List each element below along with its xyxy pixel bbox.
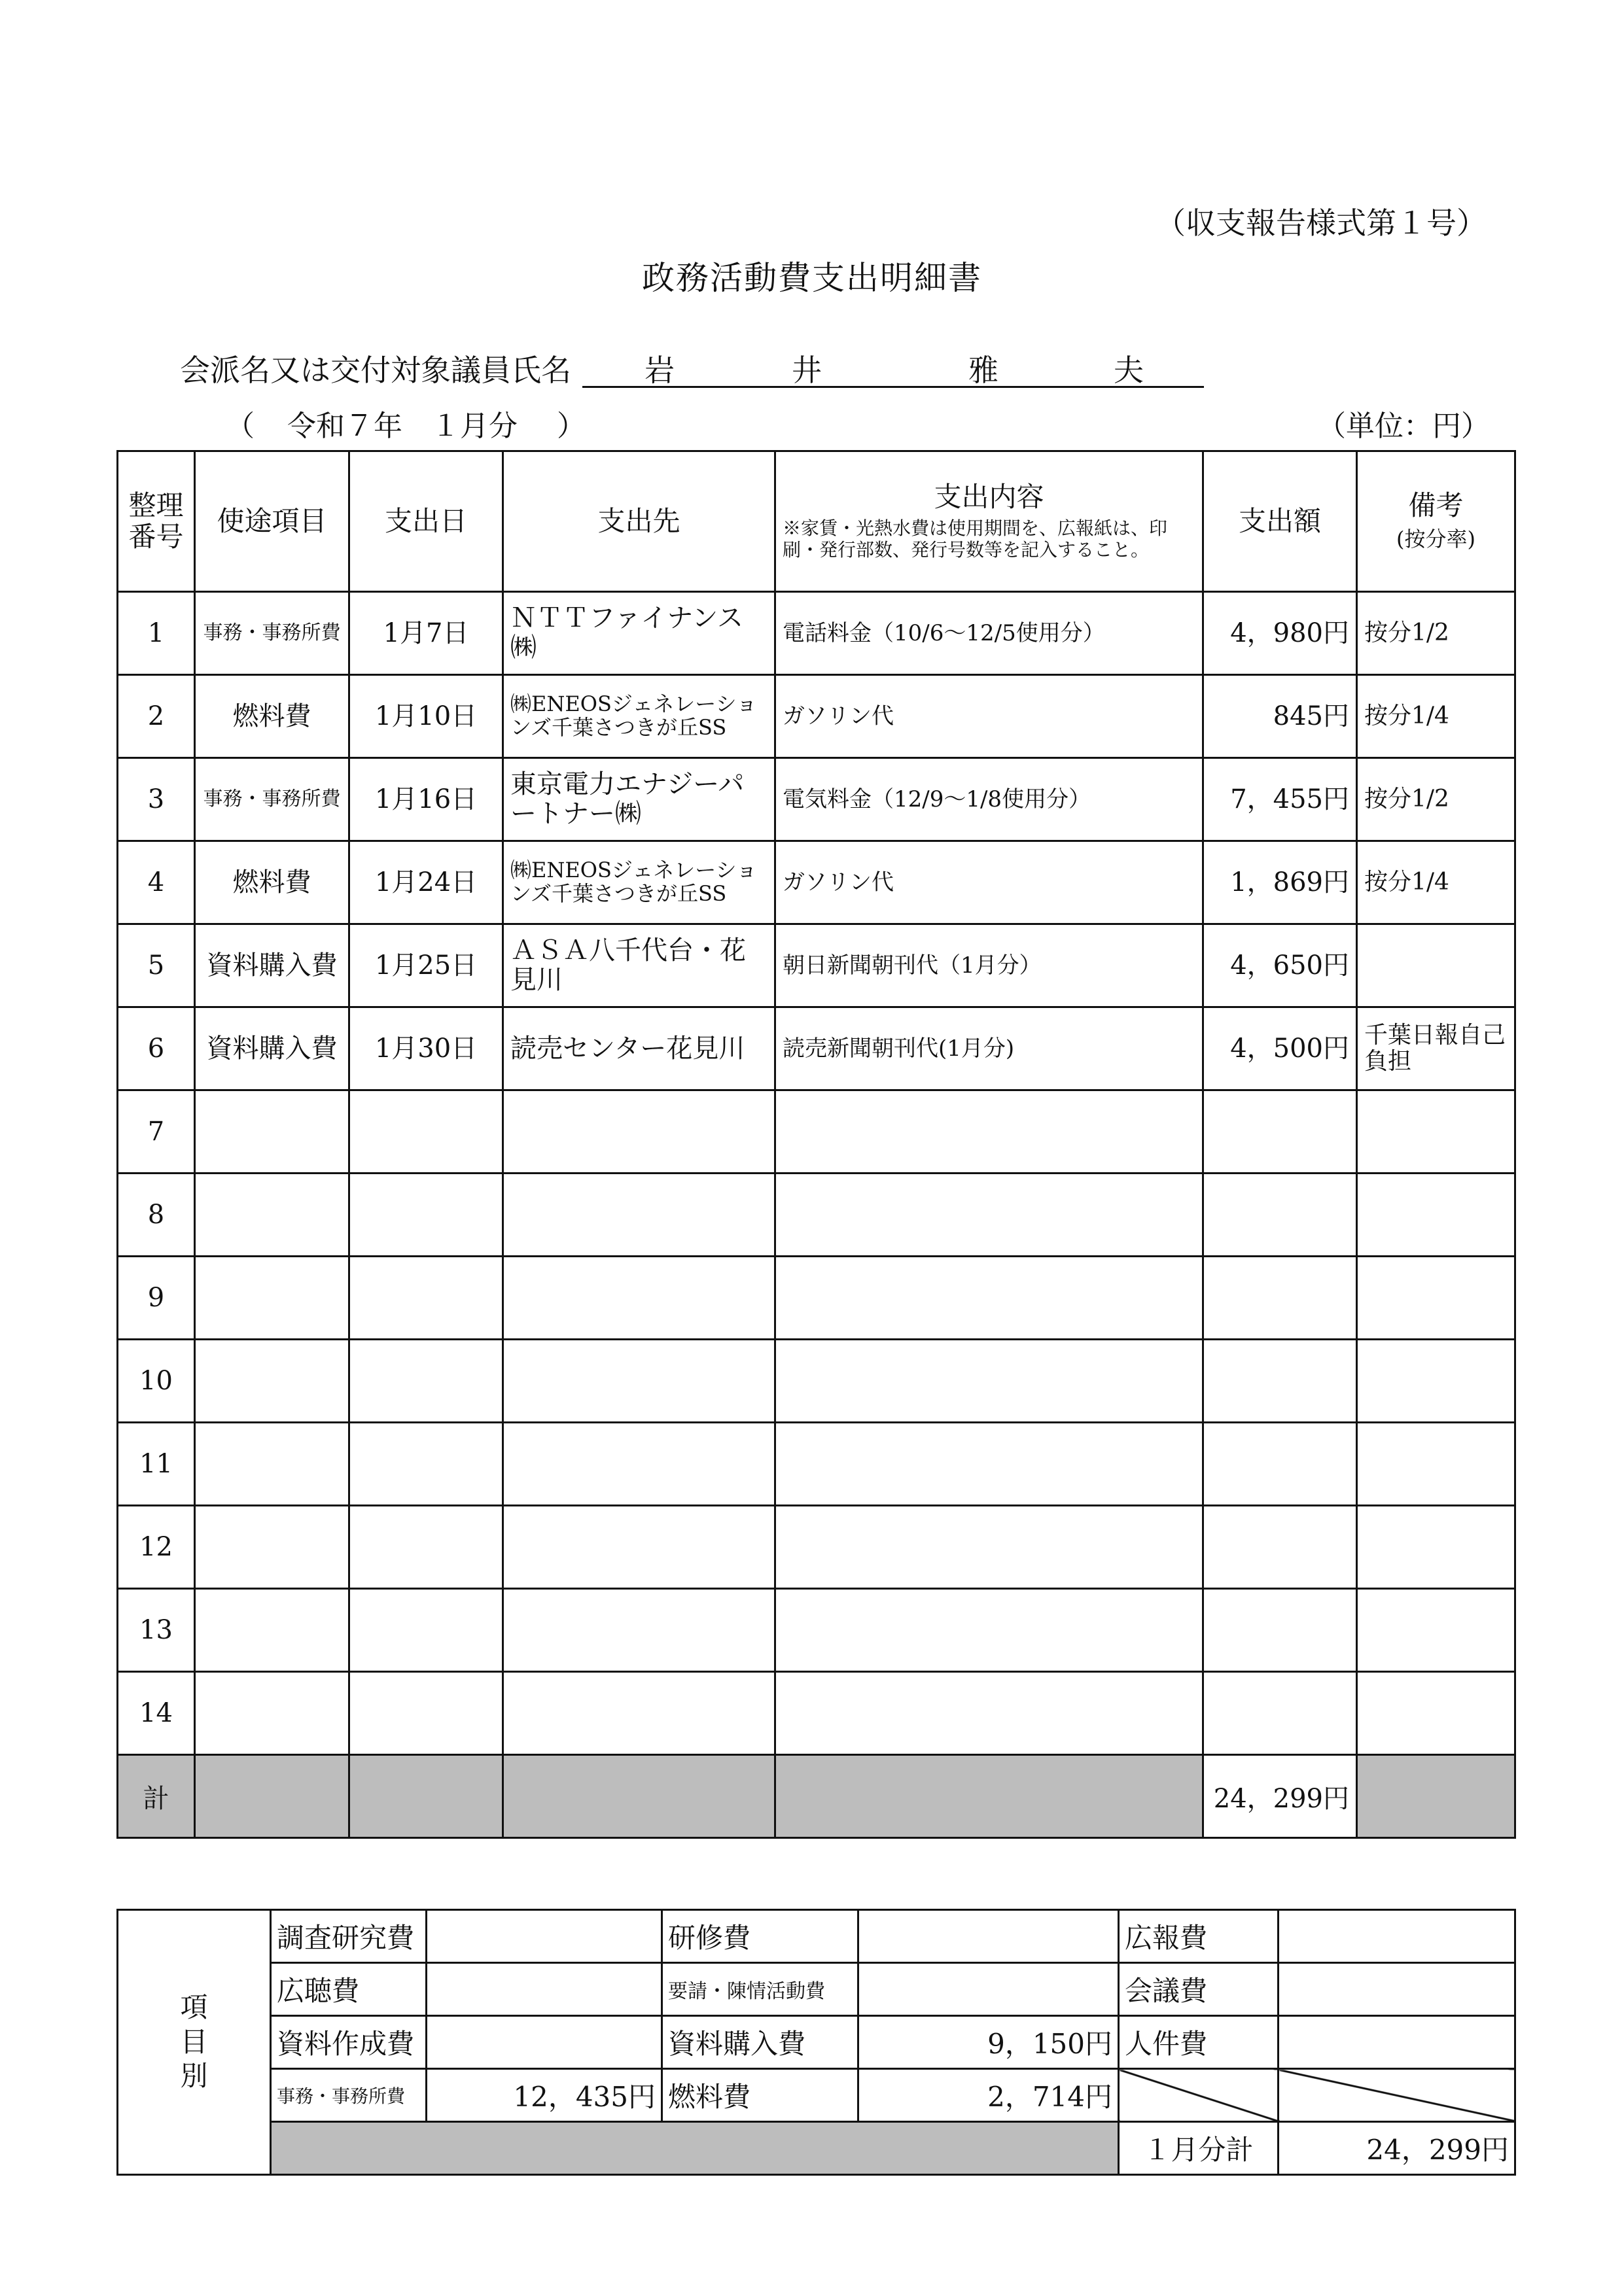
- row-payee: ㈱ENEOSジェネレーションズ千葉さつきが丘SS: [503, 841, 775, 924]
- header-content: [775, 451, 1203, 592]
- row-amount: 4，980円: [1203, 592, 1357, 675]
- row-payee: [503, 1340, 775, 1423]
- row-number: 1: [118, 592, 195, 675]
- total-blank: [503, 1755, 775, 1838]
- header-no: 整理 番号: [118, 451, 195, 592]
- row-remarks: 按分1/4: [1357, 841, 1515, 924]
- document-title: 政務活動費支出明細書: [642, 259, 982, 297]
- row-category: [195, 1589, 349, 1672]
- row-remarks: [1357, 1090, 1515, 1174]
- row-amount: 4，500円: [1203, 1007, 1357, 1090]
- row-amount: [1203, 1672, 1357, 1755]
- header-content-title: 支出内容: [934, 481, 1044, 513]
- table-row: [118, 758, 1515, 841]
- row-payee: [503, 1090, 775, 1174]
- row-category: [195, 1340, 349, 1423]
- row-date: [349, 1174, 503, 1257]
- summary-label: 人件費: [1119, 2016, 1279, 2069]
- table-row: [118, 1174, 1515, 1257]
- row-remarks: 千葉日報自己負担: [1357, 1007, 1515, 1090]
- row-date: [349, 1506, 503, 1589]
- summary-diagonal-cell: [1279, 2069, 1515, 2122]
- table-row: [118, 1257, 1515, 1340]
- header-remarks-sub: (按分率): [1396, 527, 1475, 551]
- row-payee: 東京電力エナジーパートナー㈱: [503, 758, 775, 841]
- summary-row: [118, 2069, 1515, 2122]
- row-content: 電気料金（12/9～1/8使用分）: [775, 758, 1203, 841]
- row-number: 8: [118, 1174, 195, 1257]
- row-category: [195, 1257, 349, 1340]
- name-char: 井: [792, 353, 822, 388]
- row-content: 読売新聞朝刊代(1月分): [775, 1007, 1203, 1090]
- row-remarks: [1357, 1672, 1515, 1755]
- row-content: [775, 1589, 1203, 1672]
- table-row: [118, 1007, 1515, 1090]
- name-char: 岩: [644, 353, 675, 388]
- row-date: [349, 1589, 503, 1672]
- row-content: ガソリン代: [775, 675, 1203, 758]
- total-amount: 24，299円: [1203, 1755, 1357, 1838]
- row-number: 14: [118, 1672, 195, 1755]
- row-date: 1月25日: [349, 924, 503, 1007]
- period-text: 令和７年 １月分: [287, 409, 518, 443]
- table-row: [118, 924, 1515, 1007]
- summary-label: 事務・事務所費: [271, 2069, 427, 2122]
- member-name: [582, 347, 1204, 388]
- table-row: [118, 1672, 1515, 1755]
- row-date: 1月10日: [349, 675, 503, 758]
- row-number: 5: [118, 924, 195, 1007]
- row-content: [775, 1174, 1203, 1257]
- row-date: 1月30日: [349, 1007, 503, 1090]
- row-remarks: [1357, 1340, 1515, 1423]
- period-open: （: [226, 409, 255, 443]
- summary-value: 12，435円: [427, 2069, 662, 2122]
- total-blank: [1357, 1755, 1515, 1838]
- summary-value: 9，150円: [858, 2016, 1119, 2069]
- row-remarks: [1357, 1257, 1515, 1340]
- table-row: [118, 1090, 1515, 1174]
- row-category: [195, 1174, 349, 1257]
- row-payee: ㈱ENEOSジェネレーションズ千葉さつきが丘SS: [503, 675, 775, 758]
- summary-label: 燃料費: [662, 2069, 858, 2122]
- month-total-value: 24，299円: [1279, 2122, 1515, 2175]
- row-date: 1月7日: [349, 592, 503, 675]
- summary-total-row: [118, 2122, 1515, 2175]
- row-amount: [1203, 1090, 1357, 1174]
- row-amount: [1203, 1340, 1357, 1423]
- row-category: 燃料費: [195, 841, 349, 924]
- summary-value: 2，714円: [858, 2069, 1119, 2122]
- name-label: 会派名又は交付対象議員氏名: [180, 353, 571, 388]
- summary-value: [858, 1963, 1119, 2016]
- month-total-label: １月分計: [1119, 2122, 1279, 2175]
- table-row: [118, 592, 1515, 675]
- row-amount: [1203, 1589, 1357, 1672]
- row-number: 2: [118, 675, 195, 758]
- summary-side-label: 項 目 別: [118, 1910, 271, 2175]
- total-row: [118, 1755, 1515, 1838]
- summary-row: [118, 2016, 1515, 2069]
- row-content: 朝日新聞朝刊代（1月分）: [775, 924, 1203, 1007]
- row-content: [775, 1423, 1203, 1506]
- row-amount: 7，455円: [1203, 758, 1357, 841]
- summary-value: [1279, 2016, 1515, 2069]
- total-blank: [349, 1755, 503, 1838]
- period-close: ）: [557, 409, 586, 443]
- row-remarks: [1357, 1506, 1515, 1589]
- summary-label: 広報費: [1119, 1910, 1279, 1963]
- row-remarks: 按分1/2: [1357, 592, 1515, 675]
- row-amount: 845円: [1203, 675, 1357, 758]
- row-amount: [1203, 1174, 1357, 1257]
- header-payee: 支出先: [503, 451, 775, 592]
- row-date: [349, 1672, 503, 1755]
- row-remarks: [1357, 1589, 1515, 1672]
- row-payee: [503, 1423, 775, 1506]
- name-char: 雅: [968, 353, 998, 388]
- summary-row: [118, 1910, 1515, 1963]
- row-category: [195, 1506, 349, 1589]
- row-category: [195, 1672, 349, 1755]
- row-content: [775, 1506, 1203, 1589]
- row-remarks: [1357, 924, 1515, 1007]
- row-amount: 1，869円: [1203, 841, 1357, 924]
- table-row: [118, 1506, 1515, 1589]
- summary-value: [1279, 1963, 1515, 2016]
- row-category: 資料購入費: [195, 1007, 349, 1090]
- row-number: 9: [118, 1257, 195, 1340]
- row-remarks: 按分1/4: [1357, 675, 1515, 758]
- category-summary-table: [116, 1909, 1516, 2176]
- row-number: 4: [118, 841, 195, 924]
- table-row: [118, 841, 1515, 924]
- row-number: 7: [118, 1090, 195, 1174]
- header-content-note: ※家賃・光熱水費は使用期間を、広報紙は、印刷・発行部数、発行号数等を記入すること。: [783, 517, 1168, 561]
- summary-value: [1279, 1910, 1515, 1963]
- name-char: 夫: [1114, 353, 1144, 388]
- total-blank: [775, 1755, 1203, 1838]
- row-amount: 4，650円: [1203, 924, 1357, 1007]
- row-content: [775, 1672, 1203, 1755]
- header-amount: 支出額: [1203, 451, 1357, 592]
- table-row: [118, 1340, 1515, 1423]
- table-row: [118, 675, 1515, 758]
- table-row: [118, 1423, 1515, 1506]
- row-category: 燃料費: [195, 675, 349, 758]
- summary-value: [427, 1963, 662, 2016]
- row-payee: ＮＴＴファイナンス㈱: [503, 592, 775, 675]
- row-remarks: [1357, 1423, 1515, 1506]
- row-date: 1月24日: [349, 841, 503, 924]
- summary-label: 広聴費: [271, 1963, 427, 2016]
- row-number: 12: [118, 1506, 195, 1589]
- row-payee: [503, 1672, 775, 1755]
- total-blank: [195, 1755, 349, 1838]
- row-date: 1月16日: [349, 758, 503, 841]
- row-category: 事務・事務所費: [195, 758, 349, 841]
- form-number: （収支報告様式第１号）: [1156, 205, 1487, 241]
- row-category: [195, 1090, 349, 1174]
- row-remarks: 按分1/2: [1357, 758, 1515, 841]
- summary-label: 研修費: [662, 1910, 858, 1963]
- row-number: 11: [118, 1423, 195, 1506]
- header-remarks: [1357, 451, 1515, 592]
- expense-table: [116, 450, 1516, 1839]
- summary-value: [858, 1910, 1119, 1963]
- summary-label: 資料作成費: [271, 2016, 427, 2069]
- row-payee: [503, 1257, 775, 1340]
- row-number: 10: [118, 1340, 195, 1423]
- row-number: 6: [118, 1007, 195, 1090]
- header-category: 使途項目: [195, 451, 349, 592]
- table-header-row: [118, 451, 1515, 592]
- summary-label: 要請・陳情活動費: [662, 1963, 858, 2016]
- row-payee: [503, 1589, 775, 1672]
- summary-diagonal-cell: [1119, 2069, 1279, 2122]
- row-content: [775, 1257, 1203, 1340]
- row-date: [349, 1090, 503, 1174]
- row-amount: [1203, 1506, 1357, 1589]
- row-category: 資料購入費: [195, 924, 349, 1007]
- summary-value: [427, 1910, 662, 1963]
- row-content: 電話料金（10/6～12/5使用分）: [775, 592, 1203, 675]
- row-category: 事務・事務所費: [195, 592, 349, 675]
- row-content: [775, 1340, 1203, 1423]
- row-category: [195, 1423, 349, 1506]
- row-payee: [503, 1174, 775, 1257]
- summary-label: 資料購入費: [662, 2016, 858, 2069]
- row-number: 13: [118, 1589, 195, 1672]
- row-payee: [503, 1506, 775, 1589]
- row-remarks: [1357, 1174, 1515, 1257]
- header-date: 支出日: [349, 451, 503, 592]
- row-payee: 読売センター花見川: [503, 1007, 775, 1090]
- total-label: 計: [118, 1755, 195, 1838]
- row-date: [349, 1257, 503, 1340]
- row-date: [349, 1423, 503, 1506]
- row-date: [349, 1340, 503, 1423]
- table-row: [118, 1589, 1515, 1672]
- summary-shaded-blank: [271, 2122, 1119, 2175]
- summary-value: [427, 2016, 662, 2069]
- row-content: ガソリン代: [775, 841, 1203, 924]
- header-remarks-title: 備考: [1408, 489, 1464, 521]
- row-content: [775, 1090, 1203, 1174]
- row-amount: [1203, 1257, 1357, 1340]
- unit-label: （単位：円）: [1317, 409, 1490, 443]
- summary-label: 調査研究費: [271, 1910, 427, 1963]
- row-number: 3: [118, 758, 195, 841]
- report-period: [226, 402, 586, 444]
- summary-row: [118, 1963, 1515, 2016]
- row-payee: ＡＳＡ八千代台・花見川: [503, 924, 775, 1007]
- row-amount: [1203, 1423, 1357, 1506]
- summary-label: 会議費: [1119, 1963, 1279, 2016]
